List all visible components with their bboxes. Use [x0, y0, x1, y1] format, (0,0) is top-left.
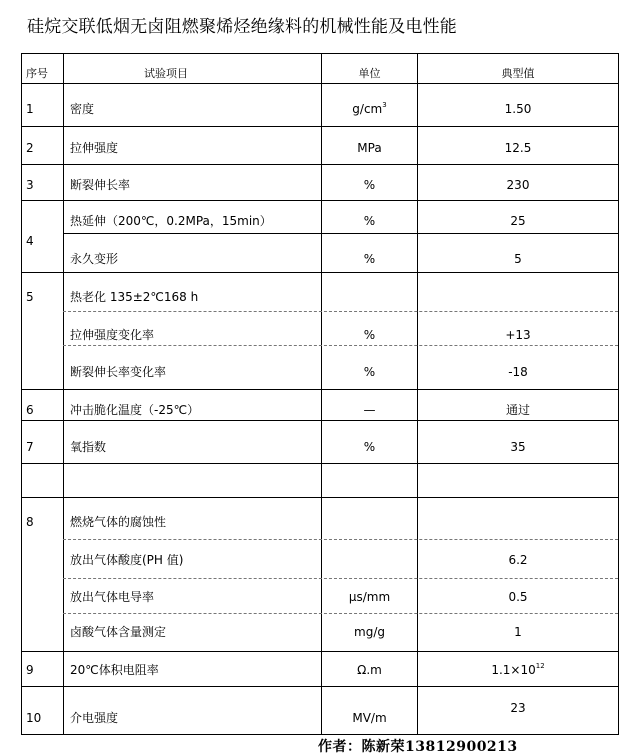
row-divider: [22, 272, 618, 273]
row-unit: mg/g: [354, 625, 385, 639]
col-divider: [63, 53, 64, 734]
unit-exponent: 3: [382, 101, 387, 109]
row-unit: %: [363, 252, 376, 266]
row-unit: %: [363, 178, 376, 192]
row-no: 8: [26, 515, 34, 529]
row-no: 3: [26, 178, 34, 192]
row-value: 35: [510, 440, 526, 454]
document-title: 硅烷交联低烟无卤阻燃聚烯烃绝缘料的机械性能及电性能: [27, 17, 457, 37]
row-item: 20℃体积电阻率: [70, 663, 159, 677]
row-no: 6: [26, 403, 34, 417]
header-no: 序号: [26, 67, 48, 80]
row-value: 1.50: [504, 102, 532, 116]
row-divider: [22, 651, 618, 652]
row-divider: [22, 200, 618, 201]
row-unit: %: [363, 440, 376, 454]
row-item: 拉伸强度变化率: [70, 328, 155, 342]
row-divider: [63, 539, 618, 540]
row-divider: [22, 126, 618, 127]
row-unit: %: [363, 365, 376, 379]
row-no: 4: [26, 234, 34, 248]
row-unit: %: [363, 328, 376, 342]
row-no: 9: [26, 663, 34, 677]
row-no: 10: [26, 711, 42, 725]
row-unit: Ω.m: [357, 663, 382, 677]
row-item: 燃烧气体的腐蚀性: [70, 515, 167, 529]
row-item: 热老化 135±2℃168 h: [70, 290, 199, 304]
row-no: 7: [26, 440, 34, 454]
row-divider: [63, 345, 618, 346]
row-value: 6.2: [508, 553, 528, 567]
row-unit: $g/cm^3$: [352, 101, 387, 116]
row-item: 放出气体电导率: [70, 590, 155, 604]
row-item: 放出气体酸度(PH 值): [70, 553, 184, 567]
row-item: 永久变形: [70, 252, 119, 266]
properties-table: [21, 53, 619, 735]
row-value: +13: [505, 328, 531, 342]
row-value: 12.5: [504, 141, 532, 155]
row-value: 23: [510, 701, 526, 715]
row-unit: μs/mm: [348, 590, 391, 604]
author-credit: 作者：陈新荣13812900213: [318, 739, 518, 755]
row-divider: [63, 578, 618, 579]
row-item: 断裂伸长率变化率: [70, 365, 167, 379]
row-item: 断裂伸长率: [70, 178, 131, 192]
value-exponent: 12: [535, 662, 545, 670]
row-item: 卤酸气体含量测定: [70, 625, 167, 639]
row-divider: [22, 686, 618, 687]
row-divider: [22, 53, 618, 54]
row-value: $1.1\times 10^{12}$: [491, 662, 545, 677]
row-item: 热延伸（200℃，0.2MPa，15min）: [70, 214, 272, 228]
row-item: 介电强度: [70, 711, 119, 725]
row-no: 5: [26, 290, 34, 304]
row-value: 1: [514, 625, 522, 639]
row-no: 2: [26, 141, 34, 155]
header-item: 试验项目: [144, 67, 188, 80]
row-divider: [22, 463, 618, 464]
row-value: 230: [506, 178, 530, 192]
row-divider: [63, 233, 618, 234]
row-item: 冲击脆化温度（-25℃）: [70, 403, 200, 417]
row-value: 通过: [505, 403, 530, 417]
row-divider: [22, 164, 618, 165]
row-value: 5: [514, 252, 522, 266]
row-divider: [63, 311, 618, 312]
row-divider: [22, 420, 618, 421]
row-unit: %: [363, 214, 376, 228]
row-divider: [22, 389, 618, 390]
row-value: 0.5: [508, 590, 528, 604]
row-value: -18: [508, 365, 528, 379]
row-item: 拉伸强度: [70, 141, 119, 155]
row-unit: —: [363, 403, 376, 417]
header-unit: 单位: [358, 67, 381, 80]
row-unit: MPa: [357, 141, 382, 155]
row-item: 密度: [70, 102, 95, 116]
row-unit: MV/m: [352, 711, 387, 725]
row-divider: [63, 613, 618, 614]
row-no: 1: [26, 102, 34, 116]
row-value: 25: [510, 214, 526, 228]
row-divider: [22, 83, 618, 84]
row-item: 氧指数: [70, 440, 107, 454]
header-value: 典型值: [501, 67, 535, 80]
row-divider: [22, 497, 618, 498]
